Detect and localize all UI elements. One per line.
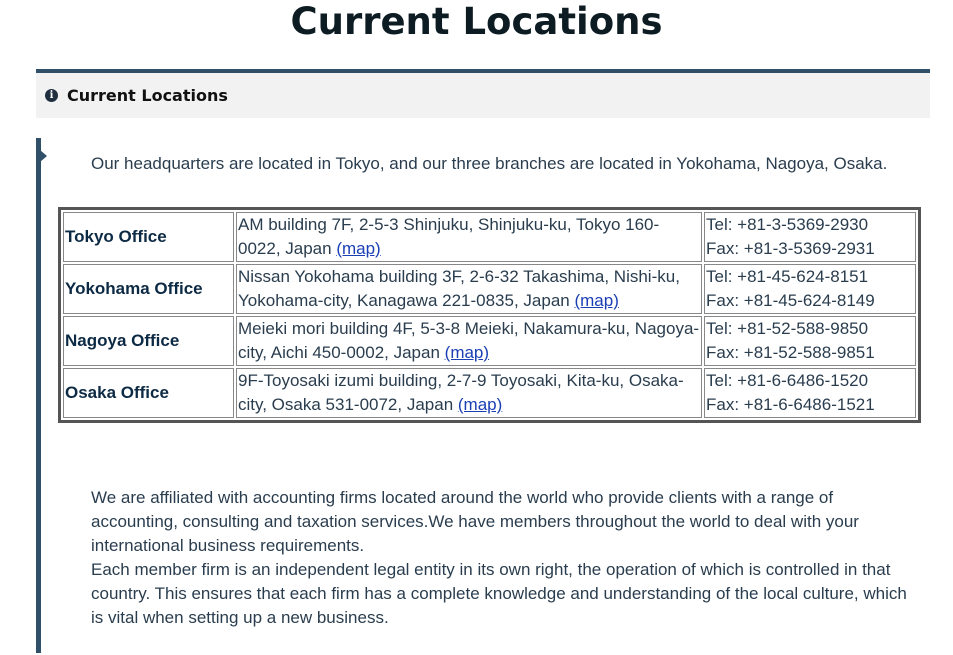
- table-row: [63, 212, 916, 262]
- office-contact: [704, 264, 916, 314]
- office-address: 9F-Toyosaki izumi building, 2-7-9 Toyosaki, Kita-ku, Osaka-city, Osaka 531-0072, Japan (map): [236, 368, 702, 418]
- office-tel: Tel: +81-3-5369-2930: [706, 215, 869, 234]
- table-row: [63, 368, 916, 418]
- office-tel: Tel: +81-45-624-8151: [706, 267, 869, 286]
- map-link[interactable]: (map): [457, 395, 503, 414]
- map-link[interactable]: (map): [336, 239, 381, 258]
- intro-text: Our headquarters are located in Tokyo, and our three branches are located in Yokohama, Nagoya, Osaka.: [91, 154, 888, 173]
- map-link[interactable]: (map): [574, 291, 619, 310]
- office-fax: Fax: +81-45-624-8149: [706, 291, 875, 310]
- info-icon: i: [45, 89, 58, 102]
- office-fax: Fax: +81-6-6486-1521: [706, 395, 875, 414]
- office-address: Nissan Yokohama building 3F, 2-6-32 Takashima, Nishi-ku, Yokohama-city, Kanagawa 221-0835, Japan (map): [236, 264, 702, 314]
- office-name: Nagoya Office: [63, 316, 234, 366]
- table-row: [63, 264, 916, 314]
- office-tel: Tel: +81-6-6486-1520: [706, 371, 869, 390]
- section-marker-icon: [40, 150, 47, 162]
- about-text: [91, 486, 921, 630]
- locations-content: [36, 138, 930, 653]
- office-name: Osaka Office: [63, 368, 234, 418]
- office-name: Yokohama Office: [63, 264, 234, 314]
- office-tel: Tel: +81-52-588-9850: [706, 319, 869, 338]
- map-link[interactable]: (map): [444, 343, 490, 362]
- office-fax: Fax: +81-52-588-9851: [706, 343, 875, 362]
- about-paragraph: We are affiliated with accounting firms located around the world who provide clients with a range of accounting, consulting and taxation services.We have members throughout the world to deal with your international business requirements.: [91, 488, 859, 555]
- office-contact: [704, 368, 916, 418]
- office-contact: [704, 316, 916, 366]
- office-contact: [704, 212, 916, 262]
- office-name: Tokyo Office: [63, 212, 234, 262]
- about-paragraph: Each member firm is an independent legal entity in its own right, the operation of which is controlled in that country. This ensures that each firm has a complete knowledge and understanding of the local culture, which is vital when setting up a new business.: [91, 560, 907, 627]
- office-fax: Fax: +81-3-5369-2931: [706, 239, 875, 258]
- section-header-label: Current Locations: [67, 86, 228, 105]
- page-title: Current Locations: [290, 0, 663, 43]
- office-address: Meieki mori building 4F, 5-3-8 Meieki, Nakamura-ku, Nagoya-city, Aichi 450-0002, Japan (map): [236, 316, 702, 366]
- section-header: [36, 69, 930, 118]
- office-address: AM building 7F, 2-5-3 Shinjuku, Shinjuku-ku, Tokyo 160-0022, Japan (map): [236, 212, 702, 262]
- table-row: [63, 316, 916, 366]
- locations-table: [58, 207, 921, 423]
